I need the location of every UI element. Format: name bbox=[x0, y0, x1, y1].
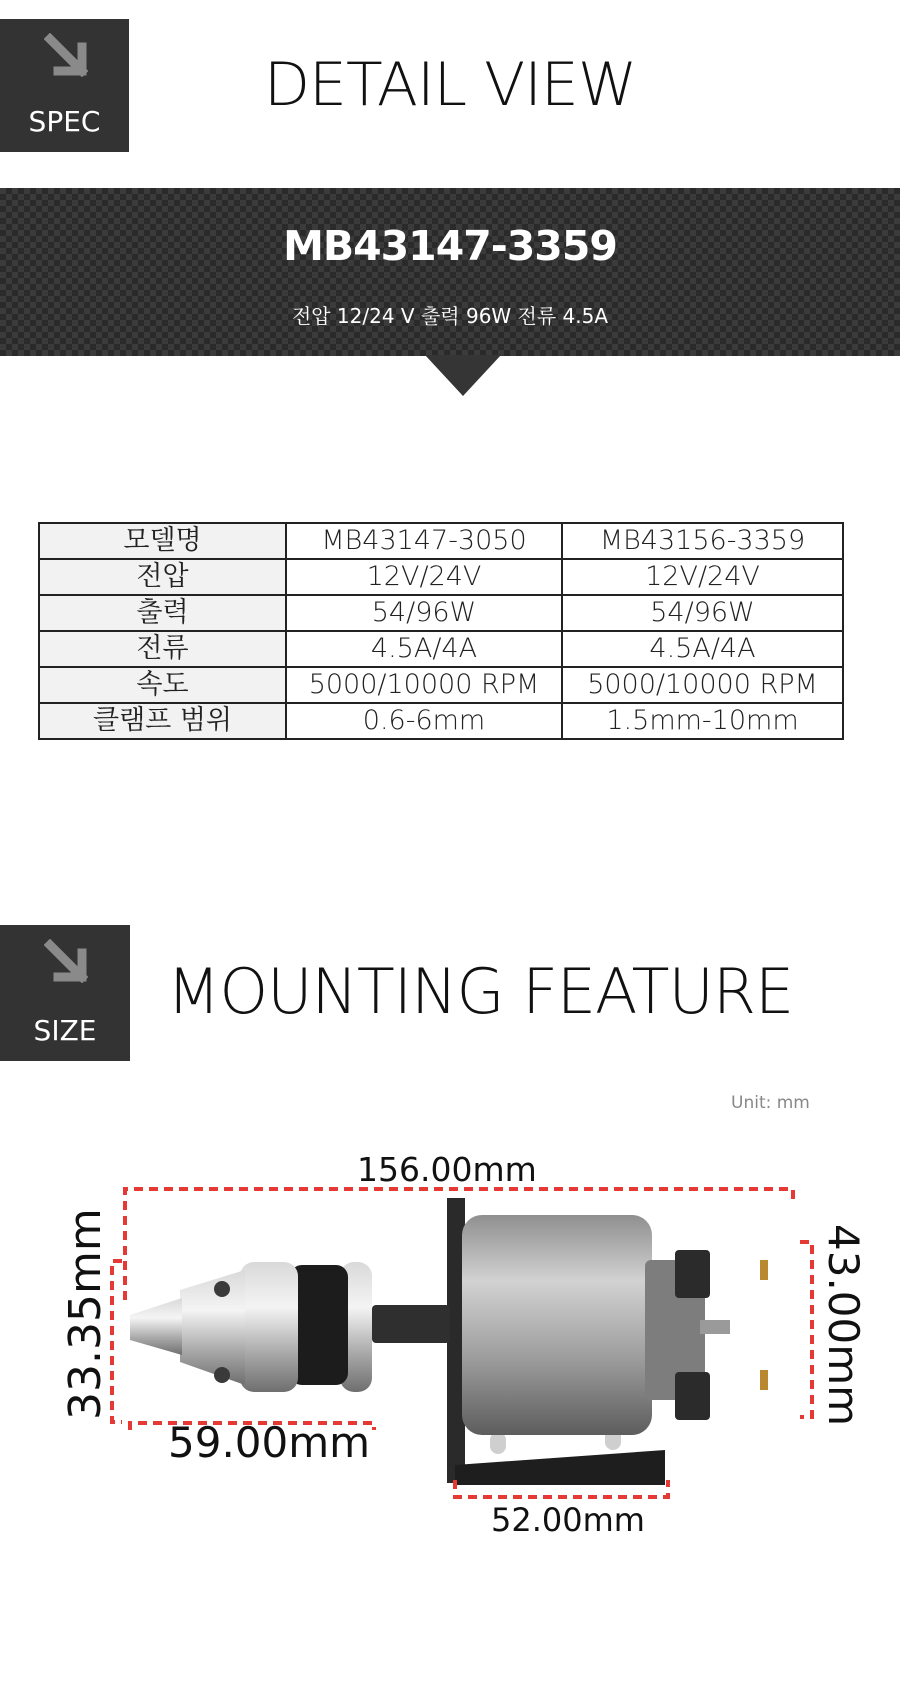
table-row bbox=[39, 703, 843, 739]
hero-arrow bbox=[425, 355, 501, 396]
motor-vent bbox=[675, 1250, 710, 1298]
dim-chuck-length: 59.00mm bbox=[168, 1418, 371, 1467]
table-row bbox=[39, 559, 843, 595]
table-cell: 54/96W bbox=[286, 595, 562, 631]
table-cell: MB43156-3359 bbox=[562, 523, 843, 559]
table-row bbox=[39, 631, 843, 667]
mounting-feature-title: MOUNTING FEATURE bbox=[166, 955, 794, 1028]
table-cell: 1.5mm-10mm bbox=[562, 703, 843, 739]
bracket-hole bbox=[490, 1432, 506, 1454]
size-badge-label: SIZE bbox=[33, 1014, 97, 1047]
spec-table bbox=[38, 522, 844, 740]
motor-shaft-rear bbox=[700, 1320, 730, 1334]
table-cell: 5000/10000 RPM bbox=[286, 667, 562, 703]
table-cell: 12V/24V bbox=[562, 559, 843, 595]
table-label: 모델명 bbox=[39, 523, 286, 559]
spec-badge-label: SPEC bbox=[28, 105, 101, 138]
unit-label: Unit: mm bbox=[731, 1093, 810, 1113]
drill-motor-illustration bbox=[0, 1140, 900, 1540]
dim-total-length: 156.00mm bbox=[357, 1150, 537, 1189]
chuck-key-hole bbox=[214, 1367, 230, 1383]
table-cell: 4.5A/4A bbox=[562, 631, 843, 667]
table-label: 클램프 범위 bbox=[39, 703, 286, 739]
table-label: 전압 bbox=[39, 559, 286, 595]
detail-view-title: DETAIL VIEW bbox=[263, 50, 637, 120]
shaft-coupler bbox=[372, 1305, 450, 1343]
dim-bracket-width: 52.00mm bbox=[491, 1501, 645, 1539]
table-cell: 54/96W bbox=[562, 595, 843, 631]
dimension-line-chuck-diameter bbox=[112, 1261, 122, 1422]
hero-model: MB43147-3359 bbox=[283, 222, 617, 270]
table-row bbox=[39, 523, 843, 559]
chuck-tip bbox=[130, 1298, 182, 1355]
chuck-key-hole bbox=[214, 1281, 230, 1297]
table-cell: 0.6-6mm bbox=[286, 703, 562, 739]
dimension-line-motor-diameter bbox=[800, 1242, 812, 1417]
chuck-sleeve bbox=[240, 1262, 298, 1392]
bracket-base bbox=[455, 1450, 665, 1485]
table-label: 전류 bbox=[39, 631, 286, 667]
terminal bbox=[760, 1260, 768, 1280]
table-row bbox=[39, 667, 843, 703]
terminal bbox=[760, 1370, 768, 1390]
table-cell: 4.5A/4A bbox=[286, 631, 562, 667]
table-cell: 5000/10000 RPM bbox=[562, 667, 843, 703]
table-cell: MB43147-3050 bbox=[286, 523, 562, 559]
hero-specs: 전압 12/24 V 출력 96W 전류 4.5A bbox=[291, 304, 609, 328]
dim-motor-diameter: 43.00mm bbox=[819, 1224, 868, 1427]
dim-chuck-diameter: 33.35mm bbox=[60, 1208, 111, 1420]
chuck-collar bbox=[290, 1265, 348, 1385]
hero-banner bbox=[0, 188, 900, 356]
motor-vent bbox=[675, 1372, 710, 1420]
motor-body bbox=[462, 1215, 652, 1435]
table-row bbox=[39, 595, 843, 631]
table-label: 속도 bbox=[39, 667, 286, 703]
table-cell: 12V/24V bbox=[286, 559, 562, 595]
chuck-jaws bbox=[180, 1270, 245, 1385]
table-label: 출력 bbox=[39, 595, 286, 631]
